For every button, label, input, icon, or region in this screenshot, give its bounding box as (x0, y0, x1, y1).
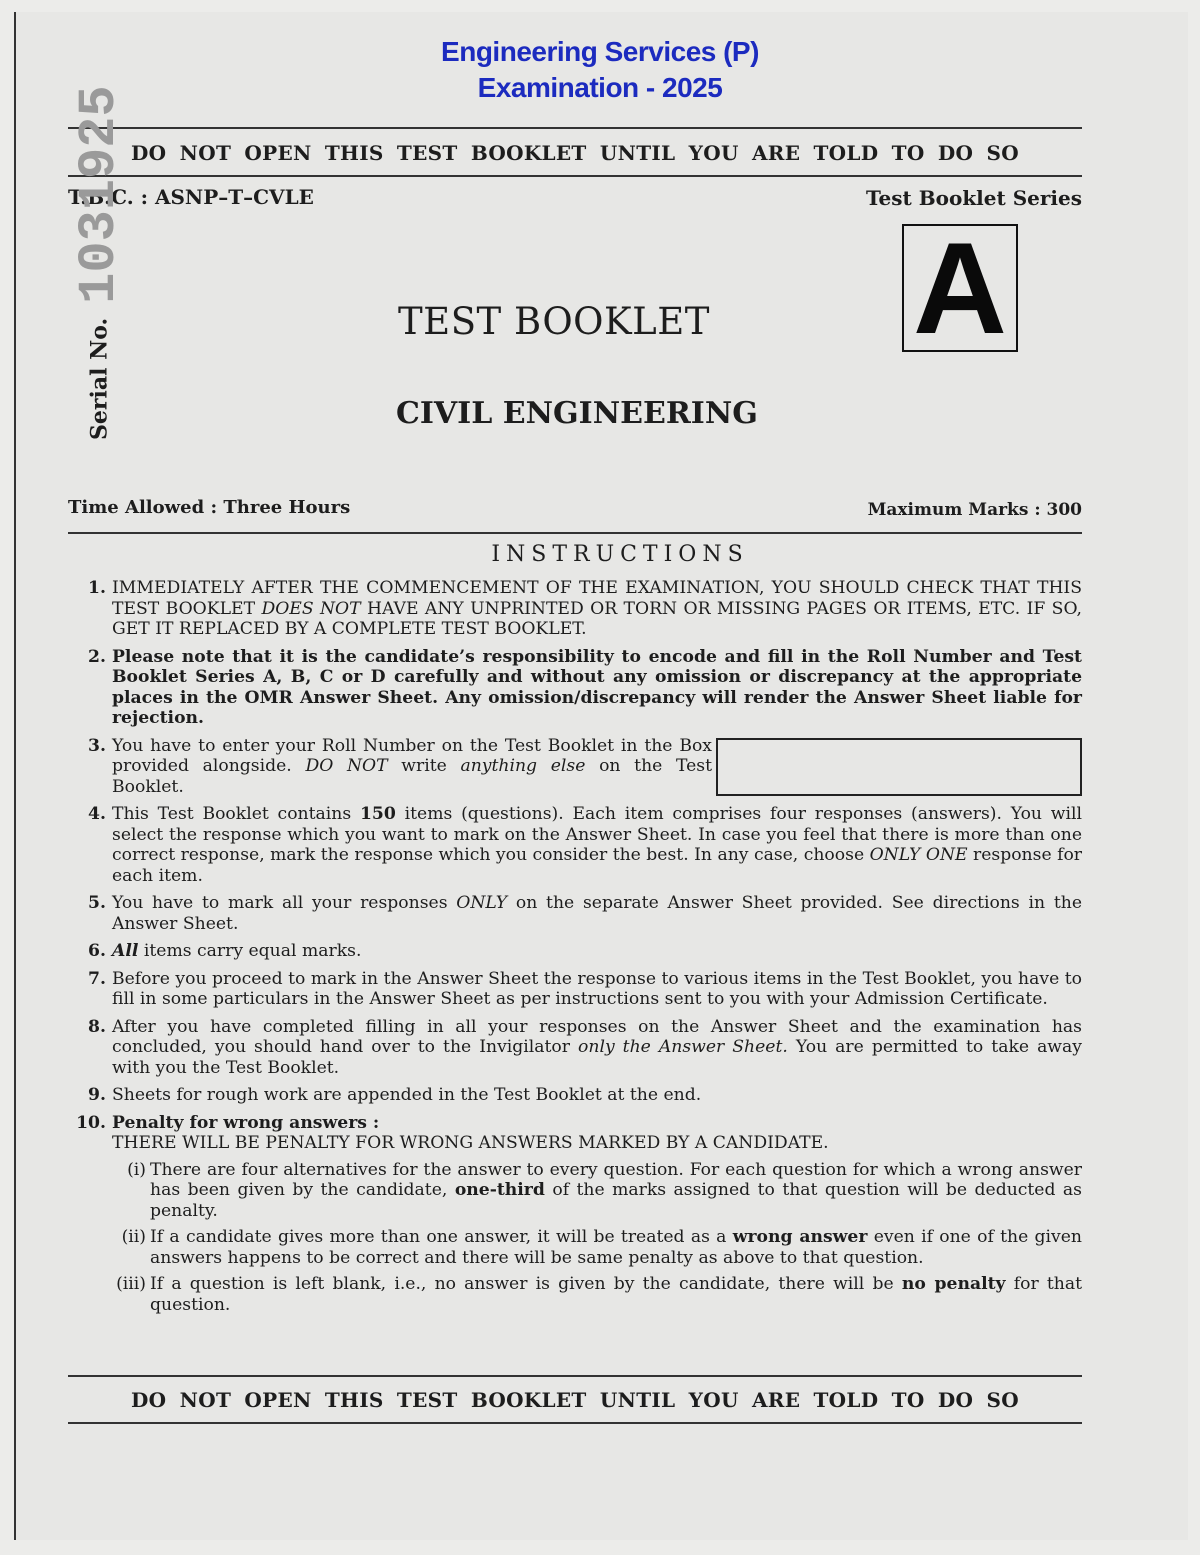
penalty-line: THERE WILL BE PENALTY FOR WRONG ANSWERS MARKED BY A CANDIDATE. (112, 1133, 829, 1153)
instruction-item: 4. This Test Booklet contains 150 items (questions). Each item comprises four responses (answers). You will select the response which you want to mark on the Answer Sheet. In case you feel that there is more than one correct response, mark the response which you consider the best. In any case, choose ONLY ONE response for each item. (88, 804, 1083, 886)
warning-bottom: DO NOT OPEN THIS TEST BOOKLET UNTIL YOU ARE TOLD TO DO SO (131, 1388, 1019, 1412)
instruction-item: 3. You have to enter your Roll Number on the Test Booklet in the Box provided alongside. DO NOT write anything else on the Test Booklet. (88, 735, 713, 797)
divider (68, 175, 1082, 177)
divider (68, 532, 1082, 534)
instruction-item: 7. Before you proceed to mark in the Answer Sheet the response to various items in the Test Booklet, you have to fill in some particulars in the Answer Sheet as per instructions sent to you with your Admission Certificate. (88, 968, 1082, 1009)
instruction-item-penalty: 10. Penalty for wrong answers : THERE WILL BE PENALTY FOR WRONG ANSWERS MARKED BY A CANDIDATE. (i) There are four alternatives for the answer to every question. For each question for which a wrong answer has been given by the candidate, one-third of the marks assigned to that question will be deducted as penalty. (ii) If a candidate gives more than one answer, it will be treated as a wrong answer even if one of the given answers happens to be correct and there will be same penalty as above to that question. (iii) If a question is left blank, i.e., no answer is given by the candidate, there will be no penalty for that question. (76, 1112, 1082, 1315)
tbc-code: T.B.C. : ASNP–T–CVLE (68, 185, 314, 209)
instruction-item: 6. All items carry equal marks. (88, 941, 362, 961)
instruction-item: 1. IMMEDIATELY AFTER THE COMMENCEMENT OF THE EXAMINATION, YOU SHOULD CHECK THAT THIS TEST BOOKLET DOES NOT HAVE ANY UNPRINTED OR TORN OR MISSING PAGES OR ITEMS, ETC. IF SO, GET IT REPLACED BY A COMPLETE TEST BOOKLET. (88, 578, 1083, 639)
exam-stamp-line2: Examination - 2025 (477, 72, 723, 103)
instructions-list (66, 578, 1082, 1322)
penalty-sub-item: (iii) If a question is left blank, i.e., no answer is given by the candidate, there will be no penalty for that question. (116, 1274, 1082, 1315)
serial-label: Serial No. (86, 317, 113, 440)
instruction-item: 8. After you have completed filling in all your responses on the Answer Sheet and the examination has concluded, you should hand over to the Invigilator only the Answer Sheet. You are permitted to take away with you the Test Booklet. (88, 1016, 1082, 1078)
warning-top: DO NOT OPEN THIS TEST BOOKLET UNTIL YOU ARE TOLD TO DO SO (131, 141, 1019, 165)
series-label: Test Booklet Series (865, 186, 1082, 210)
instruction-item: 5. You have to mark all your responses ONLY on the separate Answer Sheet provided. See directions in the Answer Sheet. (88, 893, 1082, 934)
penalty-sub-item: (i) There are four alternatives for the answer to every question. For each question for which a wrong answer has been given by the candidate, one-third of the marks assigned to that question will be deducted as penalty. (127, 1159, 1082, 1221)
series-letter-box: A (902, 224, 1018, 352)
serial-number: 1031925 (70, 85, 129, 304)
maximum-marks: Maximum Marks : 300 (867, 500, 1082, 520)
divider (68, 1375, 1082, 1377)
divider (68, 1422, 1082, 1424)
time-allowed: Time Allowed : Three Hours (68, 497, 351, 518)
divider (68, 127, 1082, 129)
instruction-item: 2. Please note that it is the candidate’s responsibility to encode and fill in the Roll Number and Test Booklet Series A, B, C or D carefully and without any omission or discrepancy at the appropriate places in the OMR Answer Sheet. Any omission/discrepancy will render the Answer Sheet liable for rejection. (88, 646, 1082, 728)
instruction-item: 9. Sheets for rough work are appended in the Test Booklet at the end. (88, 1085, 702, 1105)
subject-title: CIVIL ENGINEERING (396, 396, 758, 431)
serial-number-block (70, 85, 129, 440)
booklet-title: TEST BOOKLET (398, 300, 710, 343)
instructions-heading: INSTRUCTIONS (491, 542, 749, 567)
exam-stamp-line1: Engineering Services (P) (441, 36, 759, 67)
penalty-heading: Penalty for wrong answers : (112, 1112, 380, 1133)
penalty-sub-item: (ii) If a candidate gives more than one answer, it will be treated as a wrong answer even if one of the given answers happens to be correct and there will be same penalty as above to that question. (121, 1227, 1082, 1268)
